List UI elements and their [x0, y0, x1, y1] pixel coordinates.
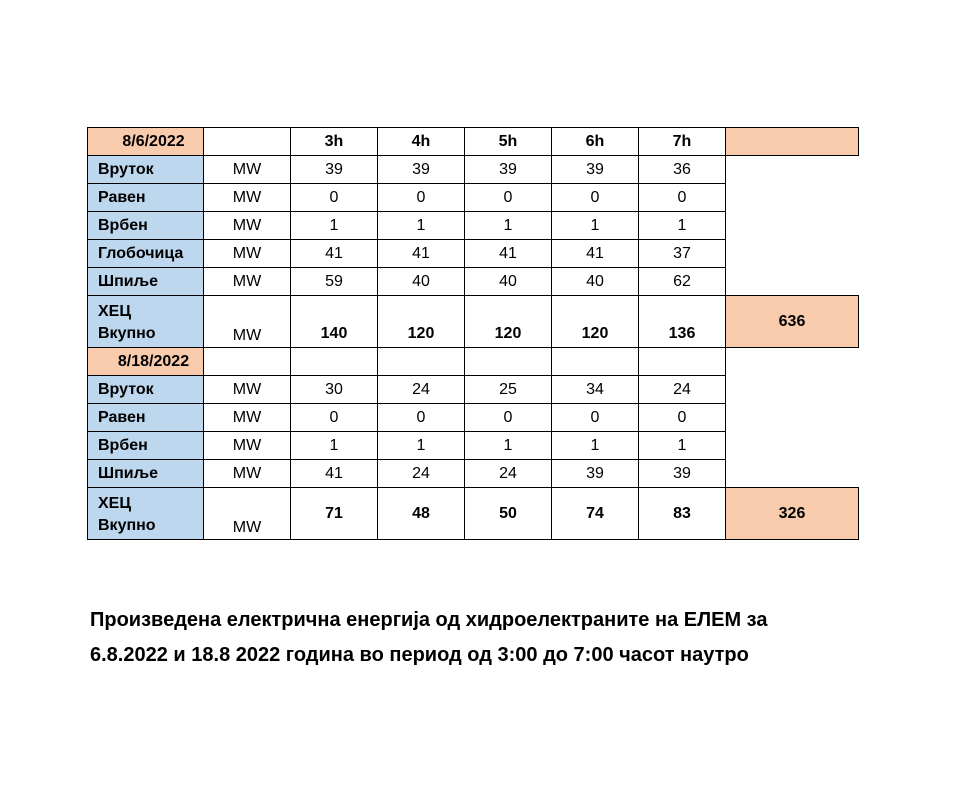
value-cell: 0 — [291, 404, 378, 432]
unit-cell: MW — [204, 156, 291, 184]
value-cell: 0 — [378, 184, 465, 212]
value-cell: 59 — [291, 268, 378, 296]
total-label — [88, 488, 204, 540]
total-value: 140 — [291, 296, 378, 348]
station-name: Равен — [88, 404, 204, 432]
caption-line-1: Произведена електрична енергија од хидроелектраните на ЕЛЕМ за — [90, 609, 768, 631]
spacer-cell — [726, 348, 859, 376]
sum-header-cell — [726, 128, 859, 156]
value-cell: 1 — [552, 212, 639, 240]
spacer-cell — [726, 212, 859, 240]
unit-cell: MW — [204, 212, 291, 240]
hour-header: 4h — [378, 128, 465, 156]
total-value: 71 — [291, 488, 378, 540]
value-cell: 0 — [465, 184, 552, 212]
hour-header: 7h — [639, 128, 726, 156]
total-value: 48 — [378, 488, 465, 540]
total-row — [88, 488, 859, 540]
total-row — [88, 296, 859, 348]
date-cell: 8/6/2022 — [88, 128, 204, 156]
spacer-cell — [726, 460, 859, 488]
production-table — [87, 127, 859, 540]
value-cell: 62 — [639, 268, 726, 296]
value-cell: 24 — [639, 376, 726, 404]
value-cell: 1 — [291, 212, 378, 240]
value-cell: 1 — [465, 432, 552, 460]
hour-header: 6h — [552, 128, 639, 156]
empty-cell — [552, 348, 639, 376]
value-cell: 37 — [639, 240, 726, 268]
value-cell: 40 — [552, 268, 639, 296]
total-value: 83 — [639, 488, 726, 540]
spacer-cell — [726, 404, 859, 432]
caption-line-2: 6.8.2022 и 18.8 2022 година во период од 3:00 до 7:00 часот наутро — [90, 644, 749, 666]
unit-cell: MW — [204, 404, 291, 432]
empty-cell — [378, 348, 465, 376]
table-row — [88, 240, 859, 268]
station-name: Глобочица — [88, 240, 204, 268]
value-cell: 1 — [465, 212, 552, 240]
unit-cell: MW — [204, 460, 291, 488]
value-cell: 24 — [378, 460, 465, 488]
empty-cell — [204, 348, 291, 376]
date-cell: 8/18/2022 — [88, 348, 204, 376]
value-cell: 1 — [552, 432, 639, 460]
value-cell: 1 — [378, 212, 465, 240]
empty-cell — [639, 348, 726, 376]
station-name: Вруток — [88, 376, 204, 404]
value-cell: 39 — [552, 156, 639, 184]
hour-header: 5h — [465, 128, 552, 156]
table-row — [88, 184, 859, 212]
value-cell: 41 — [465, 240, 552, 268]
spacer-cell — [726, 156, 859, 184]
total-label — [88, 296, 204, 348]
table-row — [88, 404, 859, 432]
total-label-line-2: Вкупно — [98, 324, 156, 342]
total-value: 120 — [552, 296, 639, 348]
total-value: 50 — [465, 488, 552, 540]
value-cell: 1 — [291, 432, 378, 460]
value-cell: 30 — [291, 376, 378, 404]
spacer-cell — [726, 268, 859, 296]
station-name: Шпиље — [88, 268, 204, 296]
spacer-cell — [726, 184, 859, 212]
value-cell: 1 — [639, 212, 726, 240]
value-cell: 25 — [465, 376, 552, 404]
value-cell: 0 — [639, 184, 726, 212]
spacer-cell — [726, 432, 859, 460]
value-cell: 40 — [378, 268, 465, 296]
empty-cell — [204, 128, 291, 156]
station-name: Вруток — [88, 156, 204, 184]
table-row — [88, 156, 859, 184]
table-row — [88, 376, 859, 404]
station-name: Шпиље — [88, 460, 204, 488]
spacer-cell — [726, 240, 859, 268]
value-cell: 39 — [639, 460, 726, 488]
value-cell: 41 — [291, 240, 378, 268]
station-name: Равен — [88, 184, 204, 212]
unit-cell: MW — [204, 376, 291, 404]
value-cell: 39 — [378, 156, 465, 184]
value-cell: 41 — [552, 240, 639, 268]
date-row — [88, 128, 859, 156]
value-cell: 0 — [291, 184, 378, 212]
value-cell: 34 — [552, 376, 639, 404]
total-label-line-2: Вкупно — [98, 516, 156, 534]
total-value: 120 — [465, 296, 552, 348]
unit-cell: MW — [204, 488, 291, 540]
value-cell: 41 — [291, 460, 378, 488]
table-row — [88, 432, 859, 460]
value-cell: 0 — [552, 404, 639, 432]
station-name: Врбен — [88, 212, 204, 240]
value-cell: 24 — [378, 376, 465, 404]
value-cell: 24 — [465, 460, 552, 488]
hour-header: 3h — [291, 128, 378, 156]
unit-cell: MW — [204, 240, 291, 268]
value-cell: 39 — [465, 156, 552, 184]
date-row — [88, 348, 859, 376]
station-name: Врбен — [88, 432, 204, 460]
value-cell: 0 — [465, 404, 552, 432]
value-cell: 1 — [378, 432, 465, 460]
total-value: 136 — [639, 296, 726, 348]
value-cell: 39 — [552, 460, 639, 488]
unit-cell: MW — [204, 268, 291, 296]
total-label-line-1: ХЕЦ — [98, 494, 132, 512]
value-cell: 0 — [378, 404, 465, 432]
table-row — [88, 212, 859, 240]
value-cell: 41 — [378, 240, 465, 268]
unit-cell: MW — [204, 184, 291, 212]
grand-total: 636 — [726, 296, 859, 348]
value-cell: 0 — [552, 184, 639, 212]
total-value: 74 — [552, 488, 639, 540]
unit-cell: MW — [204, 296, 291, 348]
total-value: 120 — [378, 296, 465, 348]
value-cell: 0 — [639, 404, 726, 432]
table-row — [88, 460, 859, 488]
unit-cell: MW — [204, 432, 291, 460]
spacer-cell — [726, 376, 859, 404]
empty-cell — [465, 348, 552, 376]
caption — [90, 603, 890, 673]
total-label-line-1: ХЕЦ — [98, 302, 132, 320]
table-row — [88, 268, 859, 296]
grand-total: 326 — [726, 488, 859, 540]
empty-cell — [291, 348, 378, 376]
value-cell: 36 — [639, 156, 726, 184]
value-cell: 40 — [465, 268, 552, 296]
value-cell: 39 — [291, 156, 378, 184]
value-cell: 1 — [639, 432, 726, 460]
